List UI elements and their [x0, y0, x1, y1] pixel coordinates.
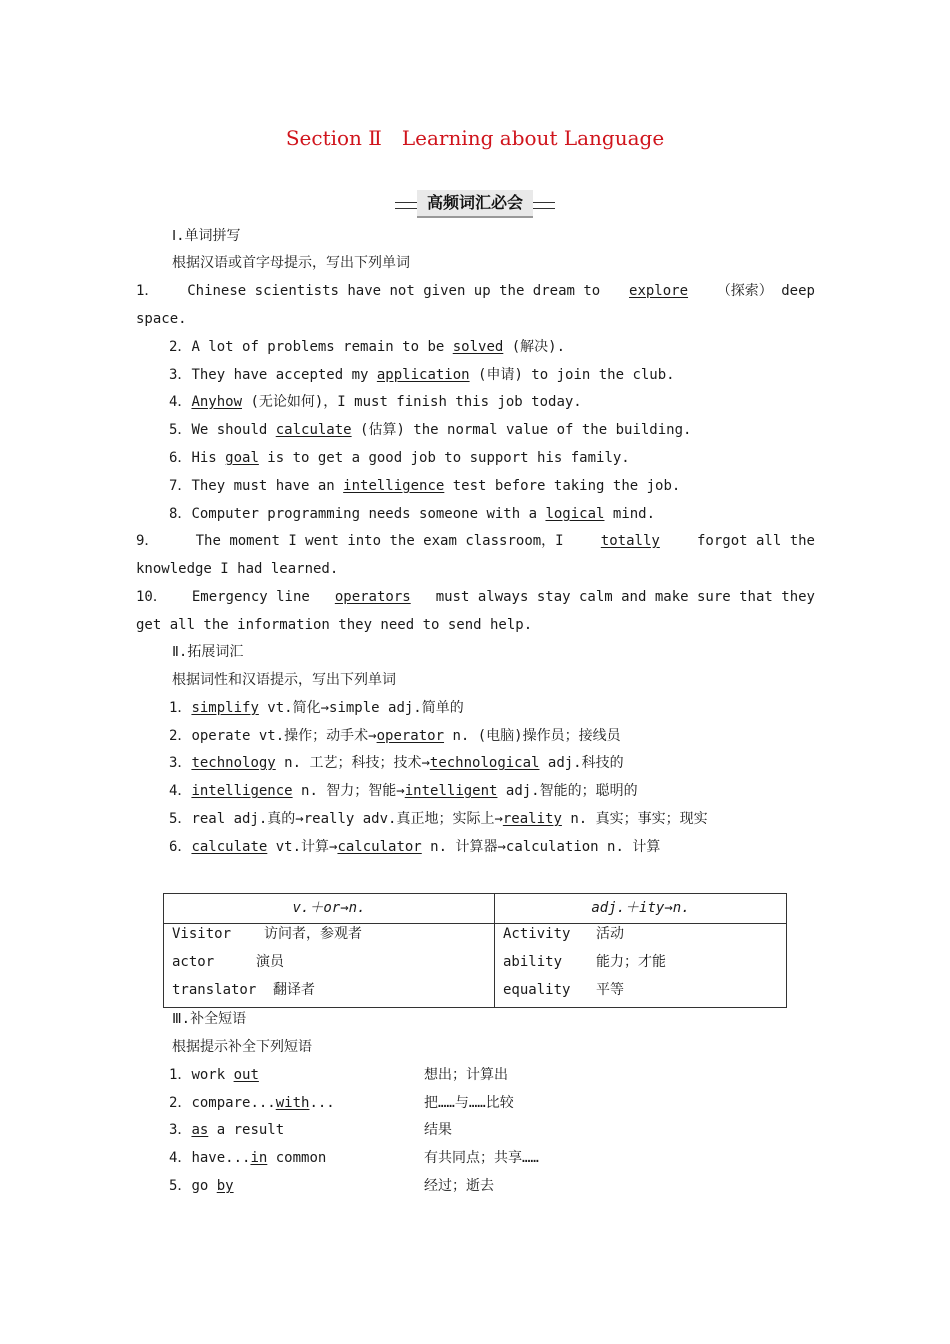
part2-item-5	[169, 809, 708, 829]
table-cell: 演员	[256, 954, 284, 970]
item-text: operate vt.操作；动手术→	[191, 728, 377, 744]
part3-instruction: 根据提示补全下列短语	[172, 1039, 312, 1055]
item-text: work	[191, 1067, 234, 1083]
answer-word: out	[233, 1067, 259, 1083]
item-number: 6．	[169, 839, 192, 855]
item-text: A lot of problems remain to be	[191, 339, 453, 355]
part1-item-7	[169, 476, 680, 496]
item-number: 2．	[169, 1095, 192, 1111]
item-number: 1．	[169, 700, 192, 716]
item-number: 7．	[169, 478, 192, 494]
item-text: (解决).	[503, 339, 566, 355]
item-text: adj.智能的；聪明的	[497, 783, 638, 799]
item-number: 4．	[169, 394, 192, 410]
part2-item-4	[169, 781, 638, 801]
answer-word: operators	[334, 589, 411, 605]
answer-word: solved	[452, 339, 504, 355]
item-number: 4．	[169, 1150, 192, 1166]
section-banner	[395, 190, 555, 216]
answer-word: technology	[191, 755, 276, 771]
answer-word: calculate	[275, 422, 352, 438]
answer-word: goal	[225, 450, 259, 466]
table-cell: 活动	[596, 926, 624, 942]
item-text: (估算) the normal value of the building.	[351, 422, 692, 438]
part3-heading: Ⅲ.补全短语	[172, 1011, 247, 1027]
item-text: n. 计算器→calculation n. 计算	[421, 839, 661, 855]
answer-word: totally	[600, 533, 660, 549]
item-text: vt.简化→simple adj.简单的	[258, 700, 464, 716]
answer-word: intelligent	[404, 783, 498, 799]
item-text: go	[191, 1178, 217, 1194]
answer-word: logical	[545, 506, 605, 522]
part1-item-9	[136, 531, 815, 551]
part1-heading: Ⅰ.单词拼写	[172, 228, 241, 244]
table-cell: ability	[503, 954, 563, 970]
part3-item-1-meaning: 想出；计算出	[424, 1067, 508, 1083]
item-text: must always stay calm and make sure that they	[435, 589, 815, 605]
part3-item-1	[169, 1065, 259, 1085]
item-number: 8．	[169, 506, 192, 522]
item-number: 2．	[169, 728, 192, 744]
item-text: (无论如何)，I must finish this job today.	[242, 394, 582, 410]
answer-word: as	[191, 1122, 209, 1138]
part1-item-8	[169, 504, 655, 524]
answer-word: intelligence	[191, 783, 293, 799]
item-number: 1．	[169, 1067, 192, 1083]
part2-item-6	[169, 837, 660, 857]
item-text: is to get a good job to support his family.	[258, 450, 630, 466]
table-cell: translator	[172, 982, 257, 998]
table-cell: actor	[172, 954, 215, 970]
part3-item-4	[169, 1148, 326, 1168]
item-number: 3．	[169, 367, 192, 383]
item-text: vt.计算→	[267, 839, 338, 855]
table-header-divider	[164, 923, 786, 924]
item-text: adj.科技的	[539, 755, 624, 771]
answer-word: intelligence	[343, 478, 445, 494]
part1-item-3	[169, 365, 675, 385]
item-text: common	[267, 1150, 327, 1166]
part3-item-2	[169, 1093, 335, 1113]
table-cell: 翻译者	[273, 982, 315, 998]
answer-word: reality	[502, 811, 562, 827]
table-cell: equality	[503, 982, 571, 998]
item-text: His	[191, 450, 226, 466]
item-number: 5．	[169, 811, 192, 827]
part1-instruction: 根据汉语或首字母提示，写出下列单词	[172, 255, 410, 271]
part3-item-4-meaning: 有共同点；共享……	[424, 1150, 539, 1166]
part1-item-4	[169, 392, 582, 412]
item-number: 4．	[169, 783, 192, 799]
item-text: compare...	[191, 1095, 276, 1111]
item-text: (申请) to join the club.	[469, 367, 675, 383]
part3-item-5-meaning: 经过；逝去	[424, 1178, 494, 1194]
part2-heading: Ⅱ.拓展词汇	[172, 644, 244, 660]
table-cell: Activity	[503, 926, 571, 942]
item-text: a result	[208, 1122, 285, 1138]
answer-word: Anyhow	[191, 394, 243, 410]
table-cell: 访问者，参观者	[264, 926, 362, 942]
item-text: The moment I went into the exam classroom，I	[195, 533, 564, 549]
item-number: 1．	[136, 283, 159, 299]
table-header-right	[495, 894, 786, 923]
item-number: 2．	[169, 339, 192, 355]
item-text: n. 工艺；科技；技术→	[275, 755, 430, 771]
answer-word: with	[275, 1095, 310, 1111]
answer-word: by	[216, 1178, 234, 1194]
part2-item-1	[169, 698, 464, 718]
part2-item-3	[169, 753, 624, 773]
page-title: Section Ⅱ Learning about Language	[285, 126, 665, 150]
item-text: forgot all the	[696, 533, 815, 549]
item-text: Emergency line	[191, 589, 310, 605]
word-formation-table	[163, 893, 787, 1008]
answer-word: application	[376, 367, 470, 383]
item-text: have...	[191, 1150, 251, 1166]
part2-item-2	[169, 726, 621, 746]
table-cell: Visitor	[172, 926, 232, 942]
answer-word: calculate	[191, 839, 268, 855]
part1-item-10	[136, 587, 815, 607]
part1-item-1	[136, 281, 815, 301]
table-cell: 平等	[596, 982, 624, 998]
item-number: 5．	[169, 422, 192, 438]
item-text: n. 真实；事实；现实	[561, 811, 708, 827]
part3-item-2-meaning: 把……与……比较	[424, 1095, 514, 1111]
item-text: We should	[191, 422, 276, 438]
part1-item-9-continued: knowledge I had learned.	[136, 561, 339, 577]
answer-word: calculator	[337, 839, 422, 855]
item-text: Computer programming needs someone with a	[191, 506, 546, 522]
banner-left-decoration	[395, 202, 419, 209]
item-number: 9．	[136, 533, 159, 549]
item-text: ...	[309, 1095, 335, 1111]
part1-item-6	[169, 448, 630, 468]
part3-item-5	[169, 1176, 234, 1196]
part3-item-3	[169, 1120, 284, 1140]
item-text: （探索） deep	[716, 283, 815, 299]
item-number: 10．	[136, 589, 167, 605]
item-text: They have accepted my	[191, 367, 377, 383]
banner-text: 高频词汇必会	[417, 190, 533, 218]
table-header-text: adj.＋ity→n.	[591, 900, 690, 916]
item-number: 5．	[169, 1178, 192, 1194]
banner-right-decoration	[531, 202, 555, 209]
part1-item-2	[169, 337, 565, 357]
part3-item-3-meaning: 结果	[424, 1122, 452, 1138]
part1-item-5	[169, 420, 691, 440]
answer-word: explore	[629, 283, 689, 299]
item-text: mind.	[604, 506, 656, 522]
item-text: They must have an	[191, 478, 344, 494]
item-text: n. 智力；智能→	[292, 783, 405, 799]
answer-word: operator	[376, 728, 445, 744]
table-cell: 能力；才能	[596, 954, 666, 970]
part1-item-10-continued: get all the information they need to send help.	[136, 617, 533, 633]
item-text: Chinese scientists have not given up the dream to	[187, 283, 601, 299]
answer-word: technological	[429, 755, 540, 771]
item-number: 3．	[169, 1122, 192, 1138]
item-number: 6．	[169, 450, 192, 466]
part2-instruction: 根据词性和汉语提示，写出下列单词	[172, 672, 396, 688]
item-text: test before taking the job.	[444, 478, 681, 494]
item-text: n. (电脑)操作员；接线员	[444, 728, 621, 744]
table-header-left	[164, 894, 494, 923]
table-header-text: v.＋or→n.	[292, 900, 366, 916]
part1-item-1-continued: space.	[136, 311, 187, 327]
answer-word: in	[250, 1150, 268, 1166]
answer-word: simplify	[191, 700, 259, 716]
item-number: 3．	[169, 755, 192, 771]
item-text: real adj.真的→really adv.真正地；实际上→	[191, 811, 503, 827]
